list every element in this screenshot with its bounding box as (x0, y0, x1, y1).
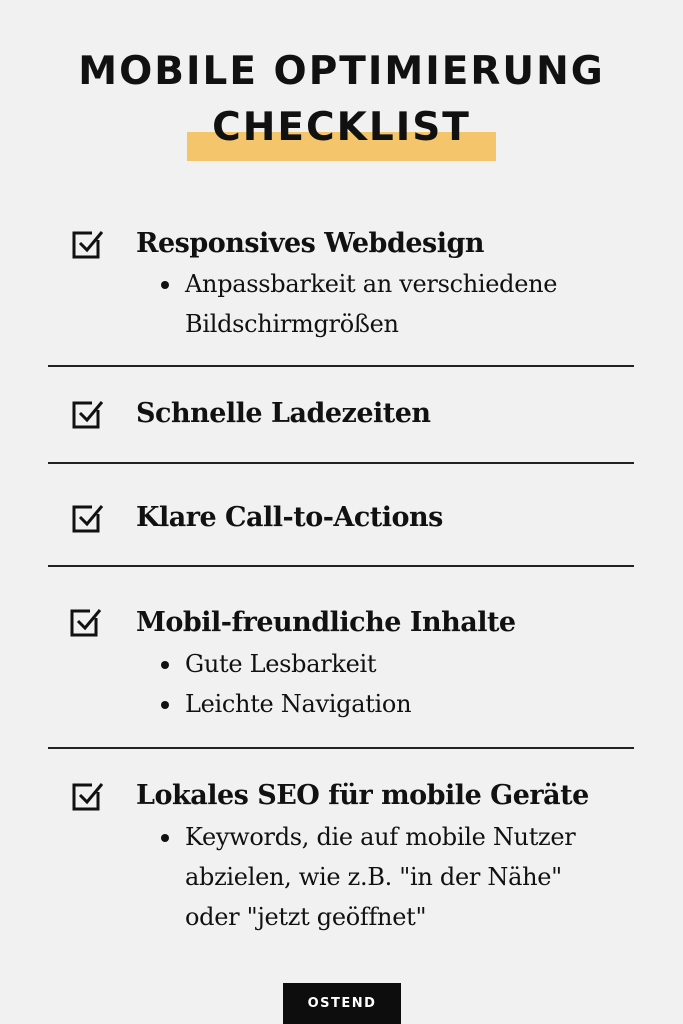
checklist-item-title: Responsives Webdesign (136, 228, 484, 259)
checklist-item-title: Lokales SEO für mobile Geräte (136, 780, 589, 811)
bullet-list (161, 817, 575, 937)
checkbox-checked-icon (68, 604, 104, 640)
page-subtitle (0, 105, 683, 150)
list-item: Anpassbarkeit an verschiedene (161, 264, 557, 304)
checkbox-checked-icon (70, 500, 106, 536)
checkbox-checked-icon (70, 396, 106, 432)
checkbox-checked-icon (70, 226, 106, 262)
divider (48, 365, 634, 367)
bullet-list (161, 264, 557, 344)
checkbox-checked-icon (70, 778, 106, 814)
list-item: Keywords, die auf mobile Nutzer (161, 817, 575, 857)
list-item-continuation: oder "jetzt geöffnet" (185, 903, 427, 931)
list-item-continuation: Bildschirmgrößen (185, 310, 399, 338)
divider (48, 747, 634, 749)
subtitle-text: CHECKLIST (212, 105, 471, 150)
checklist-item-title: Mobil-freundliche Inhalte (136, 607, 516, 638)
list-item: Leichte Navigation (161, 684, 411, 724)
divider (48, 462, 634, 464)
page-title: MOBILE OPTIMIERUNG (78, 49, 605, 94)
brand-logo: OSTEND (283, 983, 401, 1024)
checklist-item-title: Klare Call-to-Actions (136, 502, 443, 533)
divider (48, 565, 634, 567)
list-item (161, 304, 557, 344)
bullet-list (161, 644, 411, 724)
list-item-continuation: abzielen, wie z.B. "in der Nähe" (185, 863, 562, 891)
list-item: Gute Lesbarkeit (161, 644, 411, 684)
checklist-item-title: Schnelle Ladezeiten (136, 398, 431, 429)
